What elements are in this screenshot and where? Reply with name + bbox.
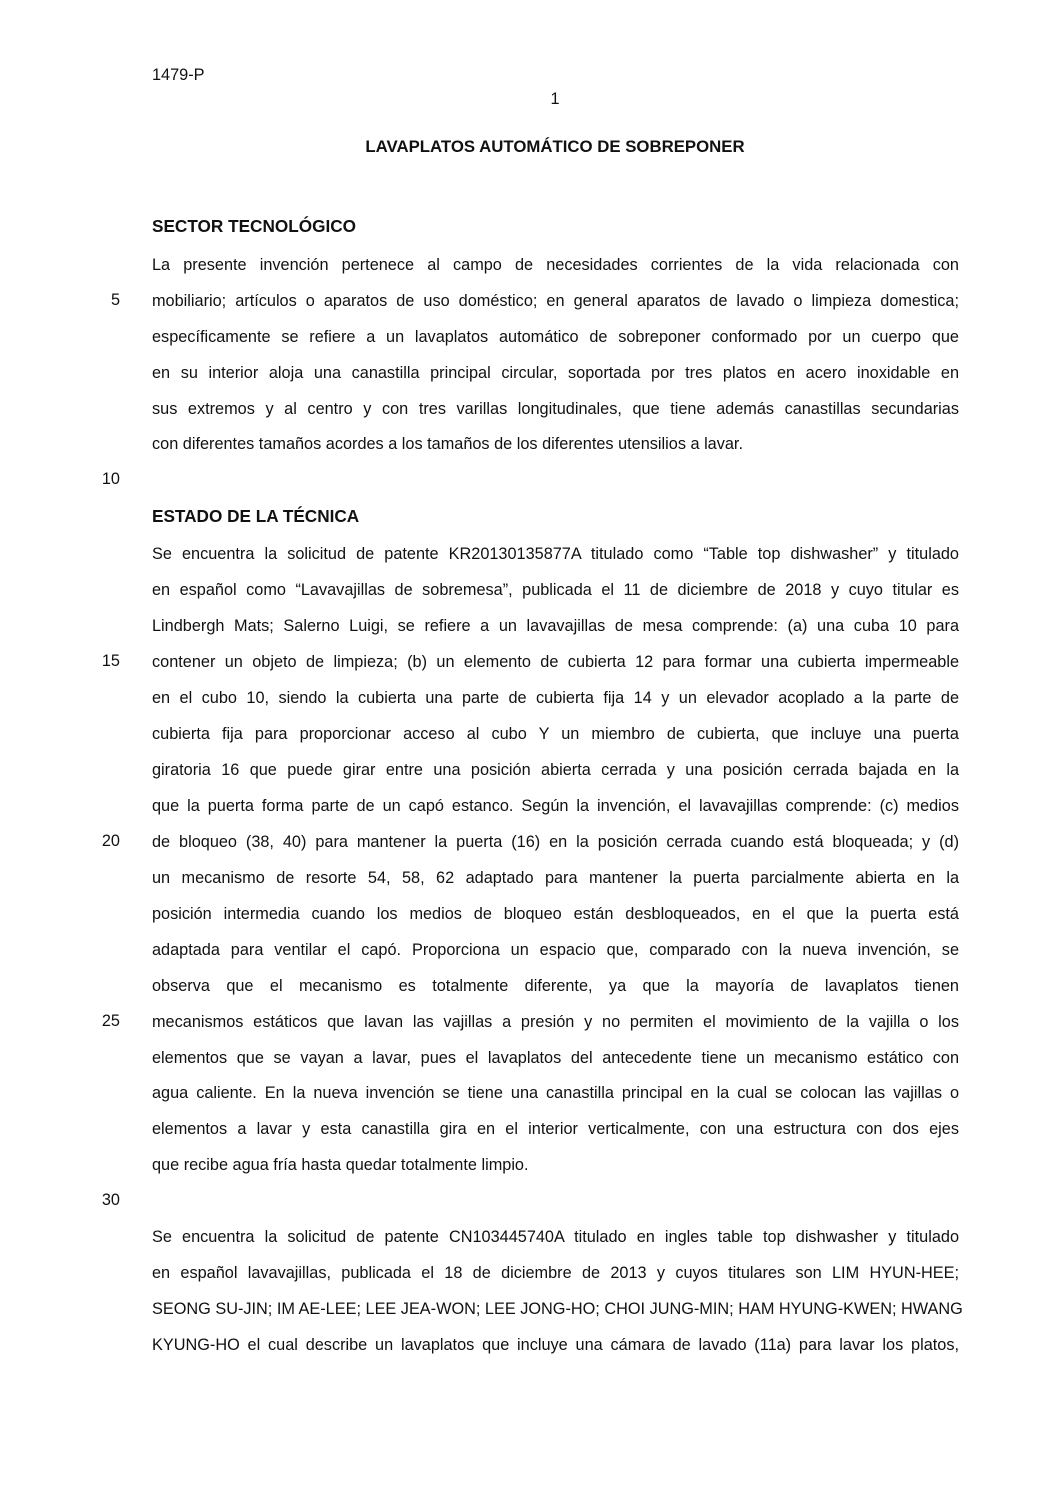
text-line: elementos que se vayan a lavar, pues el lavaplatos del antecedente tiene un mecanismo estático con — [152, 1049, 959, 1067]
section-heading-estado: ESTADO DE LA TÉCNICA — [152, 506, 360, 526]
text-line: mobiliario; artículos o aparatos de uso doméstico; en general aparatos de lavado o limpieza domestica; — [152, 292, 959, 310]
text-line: sus extremos y al centro y con tres varillas longitudinales, que tiene además canastillas secundarias — [152, 400, 959, 418]
text-line: Lindbergh Mats; Salerno Luigi, se refiere a un lavavajillas de mesa comprende: (a) una cuba 10 para — [152, 617, 959, 635]
text-line: mecanismos estáticos que lavan las vajillas a presión y no permiten el movimiento de la vajilla o los — [152, 1013, 959, 1031]
text-line: en su interior aloja una canastilla principal circular, soportada por tres platos en acero inoxidable en — [152, 364, 959, 382]
text-line: Se encuentra la solicitud de patente KR20130135877A titulado como “Table top dishwasher” y titulado — [152, 545, 959, 563]
text-line: La presente invención pertenece al campo de necesidades corrientes de la vida relacionada con — [152, 256, 959, 274]
text-line: elementos a lavar y esta canastilla gira en el interior verticalmente, con una estructura con dos ejes — [152, 1120, 959, 1138]
text-line: que recibe agua fría hasta quedar totalmente limpio. — [152, 1156, 529, 1174]
line-number: 25 — [101, 1012, 120, 1030]
text-line: observa que el mecanismo es totalmente diferente, ya que la mayoría de lavaplatos tienen — [152, 977, 959, 995]
text-line: contener un objeto de limpieza; (b) un elemento de cubierta 12 para formar una cubierta impermeable — [152, 653, 959, 671]
document-id: 1479-P — [152, 66, 205, 84]
text-line: giratoria 16 que puede girar entre una posición abierta cerrada y una posición cerrada bajada en la — [152, 761, 959, 779]
text-line: cubierta fija para proporcionar acceso al cubo Y un miembro de cubierta, que incluye una puerta — [152, 725, 959, 743]
text-line: posición intermedia cuando los medios de bloqueo están desbloqueados, en el que la puerta está — [152, 905, 959, 923]
text-line: agua caliente. En la nueva invención se tiene una canastilla principal en la cual se colocan las vajillas o — [152, 1084, 959, 1102]
text-line: KYUNG-HO el cual describe un lavaplatos que incluye una cámara de lavado (11a) para lavar los platos, — [152, 1336, 959, 1354]
text-line: un mecanismo de resorte 54, 58, 62 adaptado para mantener la puerta parcialmente abierta en la — [152, 869, 959, 887]
text-line: SEONG SU-JIN; IM AE-LEE; LEE JEA-WON; LEE JONG-HO; CHOI JUNG-MIN; HAM HYUNG-KWEN; HWANG — [152, 1300, 963, 1318]
text-line: específicamente se refiere a un lavaplatos automático de sobreponer conformado por un cuerpo que — [152, 328, 959, 346]
text-line: en el cubo 10, siendo la cubierta una parte de cubierta fija 14 y un elevador acoplado a la parte de — [152, 689, 959, 707]
section-heading-sector: SECTOR TECNOLÓGICO — [152, 216, 357, 236]
text-line: que la puerta forma parte de un capó estanco. Según la invención, el lavavajillas comprende: (c) medios — [152, 797, 959, 815]
line-number: 5 — [110, 291, 120, 309]
line-number: 30 — [101, 1191, 120, 1209]
line-number: 15 — [101, 652, 120, 670]
page-number: 1 — [550, 90, 560, 108]
text-line: en español como “Lavavajillas de sobremesa”, publicada el 11 de diciembre de 2018 y cuyo titular es — [152, 581, 959, 599]
line-number: 20 — [101, 832, 120, 850]
line-number: 10 — [101, 470, 120, 488]
text-line: en español lavavajillas, publicada el 18 de diciembre de 2013 y cuyos titulares son LIM HYUN-HEE; — [152, 1264, 959, 1282]
text-line: adaptada para ventilar el capó. Proporciona un espacio que, comparado con la nueva invención, se — [152, 941, 959, 959]
text-line: con diferentes tamaños acordes a los tamaños de los diferentes utensilios a lavar. — [152, 435, 743, 453]
text-line: Se encuentra la solicitud de patente CN103445740A titulado en ingles table top dishwasher y titulado — [152, 1228, 959, 1246]
document-title: LAVAPLATOS AUTOMÁTICO DE SOBREPONER — [365, 137, 745, 156]
text-line: de bloqueo (38, 40) para mantener la puerta (16) en la posición cerrada cuando está bloqueada; y (d) — [152, 833, 959, 851]
